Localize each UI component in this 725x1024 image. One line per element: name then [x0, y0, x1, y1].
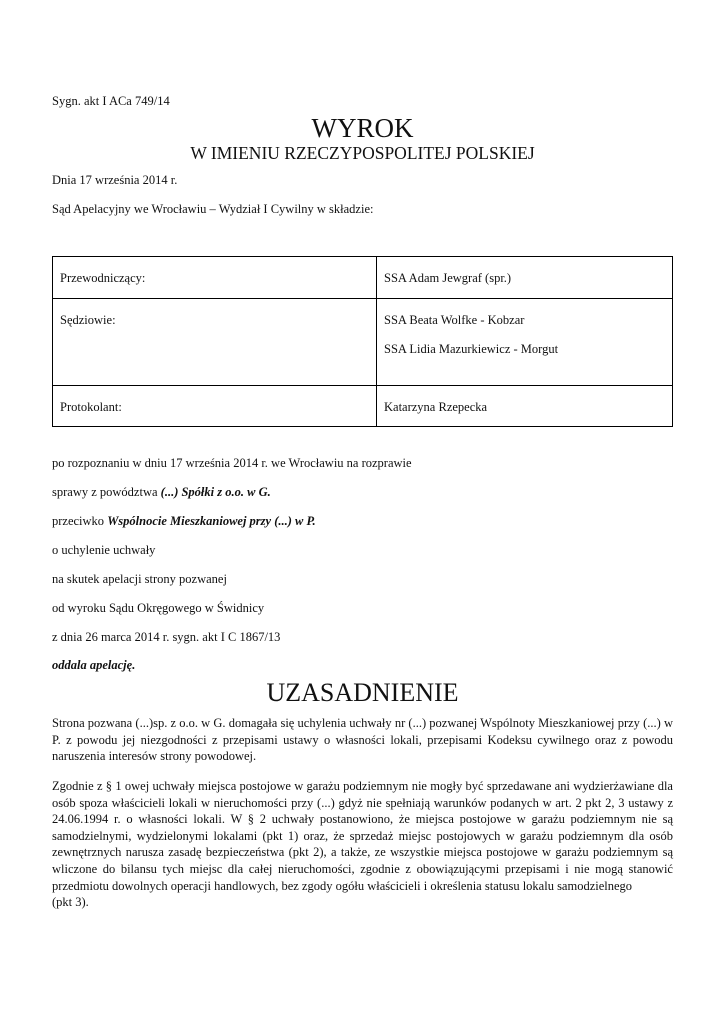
paragraph-text-end: (pkt 3). — [52, 895, 89, 910]
presiding-label: Przewodniczący: — [60, 271, 146, 285]
panel-table — [52, 256, 673, 427]
court-name: Sąd Apelacyjny we Wrocławiu – Wydział I Cywilny w składzie: — [52, 202, 374, 216]
document-title: WYROK — [311, 113, 414, 143]
presiding-judge: SSA Adam Jewgraf (spr.) — [384, 271, 512, 285]
case-number: Sygn. akt I ACa 749/14 — [52, 94, 170, 108]
ruling-line: z dnia 26 marca 2014 r. sygn. akt I C 1867/13 — [52, 630, 281, 644]
paragraph-text: Zgodnie z § 1 owej uchwały miejsca postojowe w garażu podziemnym nie mogły być sprzedawane ani wydzierżawiane dla osób spoza właścicieli lokali w nieruchomości przy (...) gdyż nie spełniają warunków podanych w art. 2 pkt 2, 3 ustawy z 24.06.1994 r. o własności lokali. W § 2 uchwały postanowiono, że miejsca postojowe w garażu podziemnym nie są samodzielnymi, wydzielonymi lokalami (pkt 1) oraz, że sprzedaż miejsc postojowych w garażu podziemnym dla osób zewnętrznych narusza zasadę bezpieczeństwa (pkt 2), a także, ze wszystkie miejsca postojowe w garażu podziemnym są wliczone do bilansu tych miejsc dla całej nieruchomości, zgodnie z obowiązującymi przepisami i nie mogą stanowić przedmiotu dowolnych operacji handlowych, bez zgody ogółu właścicieli i określenia statusu lokalu samodzielnego — [52, 779, 673, 893]
ruling-line: po rozpoznaniu w dniu 17 września 2014 r. we Wrocławiu na rozprawie — [52, 456, 412, 470]
judges-label: Sędziowie: — [60, 313, 116, 327]
clerk-name: Katarzyna Rzepecka — [384, 400, 488, 414]
panel-row-judges — [53, 299, 673, 386]
document-subtitle: W IMIENIU RZECZYPOSPOLITEJ POLSKIEJ — [190, 143, 535, 163]
defendant-name: Wspólnocie Mieszkaniowej przy (...) w P. — [107, 514, 316, 528]
ruling-line: o uchylenie uchwały — [52, 543, 156, 557]
judge-name: SSA Lidia Mazurkiewicz - Morgut — [384, 342, 559, 356]
ruling-plaintiff-line — [52, 484, 271, 500]
defendant-prefix: przeciwko — [52, 514, 108, 528]
judge-name: SSA Beata Wolfke - Kobzar — [384, 313, 525, 327]
clerk-label: Protokolant: — [60, 400, 122, 414]
plaintiff-name: (...) Spółki z o.o. w G. — [160, 485, 271, 499]
justification-paragraph — [52, 778, 673, 911]
ruling-defendant-line — [52, 513, 316, 529]
judgment-date: Dnia 17 września 2014 r. — [52, 173, 178, 187]
panel-row-clerk — [53, 386, 673, 427]
ruling-line: na skutek apelacji strony pozwanej — [52, 572, 227, 586]
justification-paragraph: Strona pozwana (...)sp. z o.o. w G. domagała się uchylenia uchwały nr (...) pozwanej Wspólnoty Mieszkaniowej przy (...) w P. z powodu jej niezgodności z przepisami ustawy o własności lokali, przepisami Kodeksu cywilnego oraz z powodu naruszenia interesów strony powodowej. — [52, 716, 673, 764]
verdict: oddala apelację. — [52, 658, 136, 672]
ruling-line: od wyroku Sądu Okręgowego w Świdnicy — [52, 601, 265, 615]
plaintiff-prefix: sprawy z powództwa — [52, 485, 161, 499]
panel-row-presiding — [53, 257, 673, 299]
justification-heading: UZASADNIENIE — [266, 678, 459, 707]
